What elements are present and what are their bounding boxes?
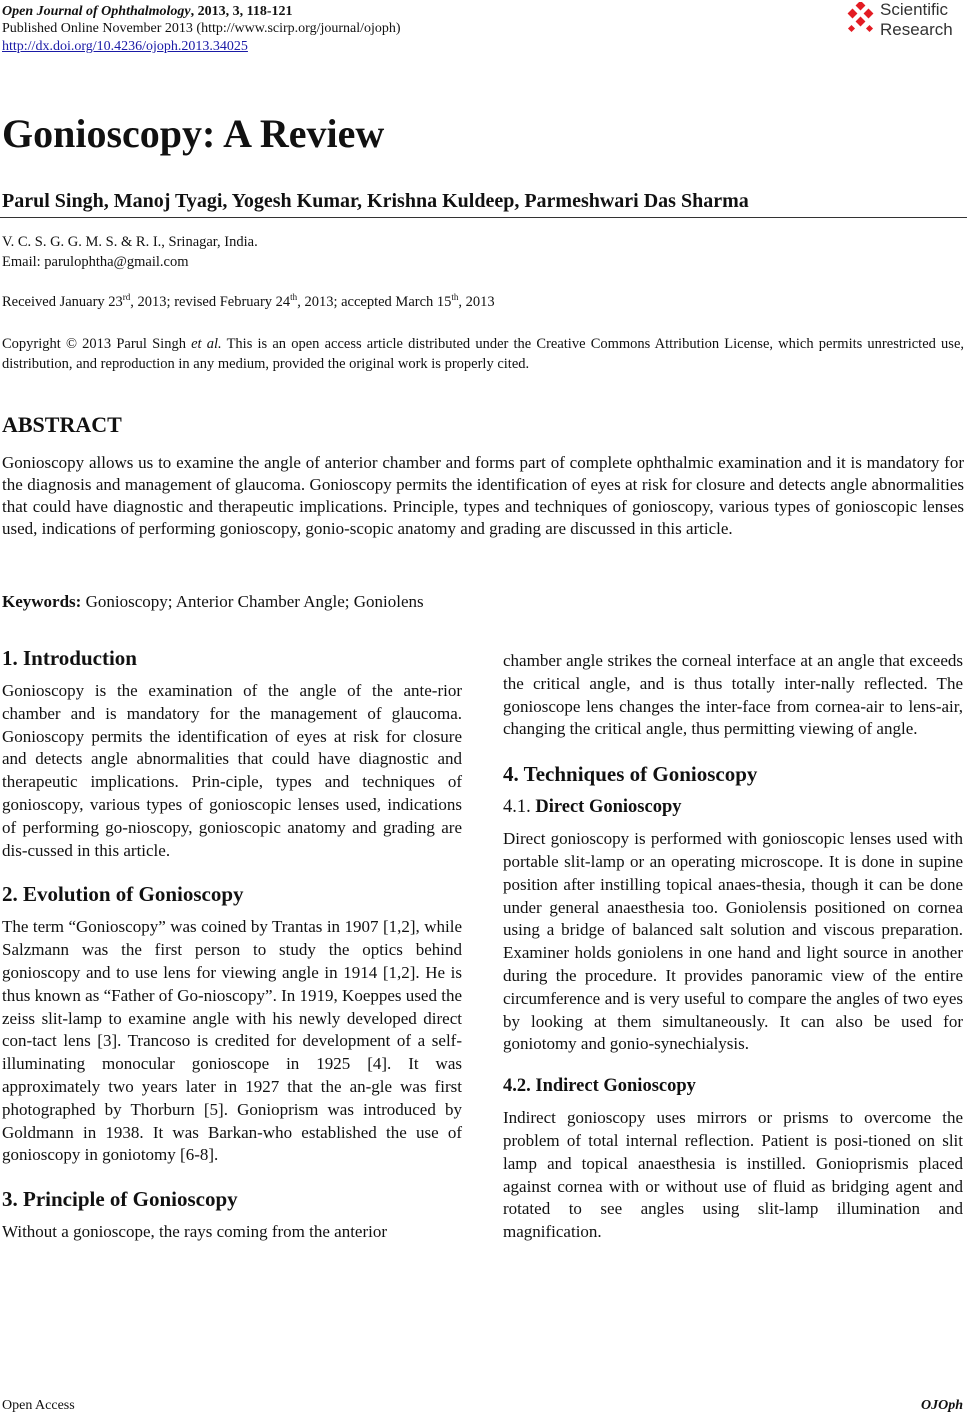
- received-dates: Received January 23rd, 2013; revised February 24th, 2013; accepted March 15th, 2013: [2, 292, 495, 310]
- footer-journal-abbrev: OJOph: [920, 1398, 963, 1413]
- subsection-heading-direct: 4.1. Direct Gonioscopy: [503, 797, 682, 818]
- section-heading-principle: 3. Principle of Gonioscopy: [2, 1187, 238, 1212]
- keywords-list: Gonioscopy; Anterior Chamber Angle; Goniolens: [81, 592, 424, 611]
- logo-text: [880, 0, 953, 40]
- left-column: [2, 645, 462, 1244]
- section-heading-introduction: 1. Introduction: [2, 646, 137, 670]
- email: Email: parulophtha@gmail.com: [2, 254, 189, 270]
- journal-volume: , 2013, 3, 118-121: [190, 4, 293, 19]
- title-divider: [0, 217, 967, 218]
- publisher-logo: [845, 0, 963, 44]
- logo-line-2: Research: [880, 20, 953, 39]
- affiliation: V. C. S. G. G. M. S. & R. I., Srinagar, India.: [2, 234, 258, 250]
- journal-citation: [2, 3, 293, 20]
- abstract-text: Gonioscopy allows us to examine the angle of anterior chamber and forms part of complete ophthalmic examination and it is mandatory for the diagnosis and management of glaucoma. Gonioscopy permits the identification of eyes at risk for closure and detects angle abnormalities that could have diagnostic and therapeutic implications. Principle, types and techniques of gonioscopy, various types of gonioscopic lenses used, indications of performing gonioscopy, gonio-scopic anatomy and grading are discussed in this article.: [2, 453, 964, 538]
- right-column: [503, 650, 963, 1244]
- logo-mark-icon: [845, 2, 877, 36]
- logo-line-1: Scientific: [880, 0, 949, 19]
- journal-name: Open Journal of Ophthalmology: [2, 4, 191, 19]
- doi-link[interactable]: http://dx.doi.org/10.4236/ojoph.2013.34025: [2, 39, 248, 54]
- indirect-gonioscopy-paragraph: Indirect gonioscopy uses mirrors or prisms to overcome the problem of total internal reflection. Patient is posi-tioned on slit lamp and topical anaesthesia is instilled. Gonioprismis placed against cornea with or without use of fluid as bridging agent and rotated to see angles using slit-lamp illumination and magnification.: [503, 1108, 963, 1242]
- article-title: Gonioscopy: A Review: [2, 111, 385, 156]
- keywords-label: Keywords:: [2, 592, 82, 611]
- evolution-paragraph: The term “Gonioscopy” was coined by Trantas in 1907 [1,2], while Salzmann was the first person to study the optics behind gonioscopy and to use lens for viewing angle in 1914 [1,2]. He is thus known as “Father of Go-nioscopy”. In 1919, Koeppes used the zeiss slit-lamp to examine angle with his newly developed direct con-tact lens [3]. Trancoso is credited for development of a self-illuminating monocular gonioscope in 1925 [4]. It was approximately two years later in 1927 that the an-gle was first photographed by Thorburn [5]. Gonioprism was introduced by Goldmann in 1938. It was Barkan-who established the use of gonioscopy in goniotomy [6-8].: [2, 917, 462, 1165]
- subsection-heading-indirect: 4.2. Indirect Gonioscopy: [503, 1076, 696, 1097]
- principle-paragraph-end: chamber angle strikes the corneal interface at an angle that exceeds the critical angle, and is thus totally inter-nally reflected. The gonioscope lens changes the inter-face from cornea-air to lens-air, changing the critical angle, thus permitting viewing of angle.: [503, 651, 963, 739]
- introduction-paragraph: Gonioscopy is the examination of the angle of the ante-rior chamber and is mandatory for the management of glaucoma. Gonioscopy permits the identification of eyes at risk for closure and detects angle abnormalities that could have diagnostic and therapeutic implications. Prin-ciple, types and techniques of gonioscopy, various types of gonioscopic lenses used, indications of performing go-nioscopy, gonioscopic anatomy and grading are dis-cussed in this article.: [2, 681, 462, 860]
- section-heading-techniques: 4. Techniques of Gonioscopy: [503, 762, 758, 787]
- direct-gonioscopy-paragraph: Direct gonioscopy is performed with gonioscopic lenses used with portable slit-lamp or an operating microscope. It is done in supine position after instilling topical anaes-thesia, though it can be done under general anaesthesia too. Goniolensis positioned on cornea using a bridge of balanced salt solution and viscous preparation. Examiner holds goniolens in one hand and light source in another during the procedure. It provides panoramic view of the entire circumference and is very useful to compare the angles of two eyes by looking at them simultaneously. It can also be used for goniotomy and gonio-synechialysis.: [503, 829, 963, 1054]
- keywords: [2, 592, 424, 612]
- copyright-notice: Copyright © 2013 Parul Singh et al. This is an open access article distributed under the Creative Commons Attribution License, which permits unrestricted use, distribution, and reproduction in any medium, provided the original work is properly cited.: [2, 336, 964, 372]
- author-list: Parul Singh, Manoj Tyagi, Yogesh Kumar, Krishna Kuldeep, Parmeshwari Das Sharma: [2, 190, 749, 212]
- abstract-heading: ABSTRACT: [2, 412, 122, 437]
- publication-line: Published Online November 2013 (http://www.scirp.org/journal/ojoph): [2, 21, 401, 36]
- section-heading-evolution: 2. Evolution of Gonioscopy: [2, 882, 244, 907]
- principle-paragraph-start: Without a gonioscope, the rays coming from the anterior: [2, 1222, 388, 1242]
- footer-access: Open Access: [2, 1398, 75, 1413]
